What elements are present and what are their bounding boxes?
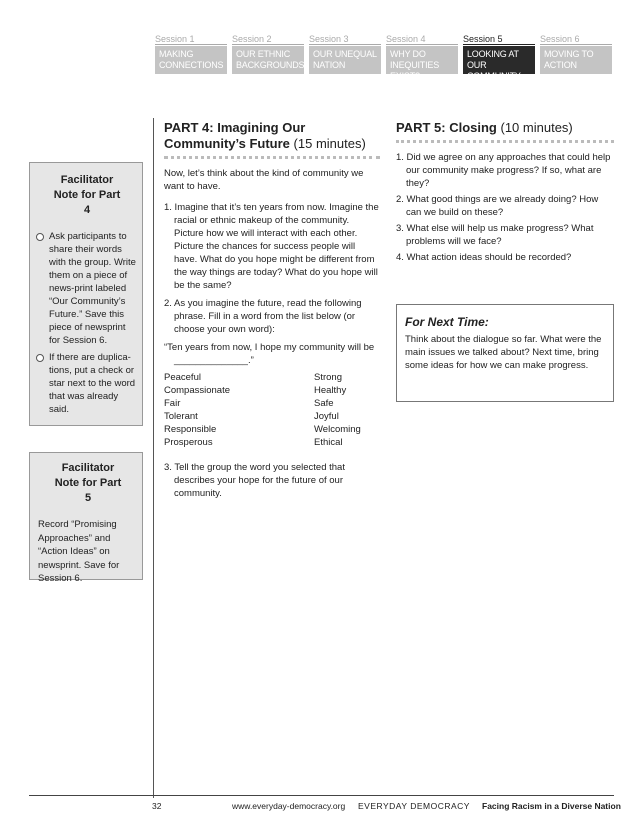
session-title: MAKING CONNECTIONS — [155, 46, 227, 74]
session-title: OUR UNEQUAL NATION — [309, 46, 381, 74]
word-item: Prosperous — [164, 437, 213, 448]
part-4-intro: Now, let’s think about the kind of community we want to have. — [164, 168, 364, 192]
session-label: Session 1 — [155, 34, 227, 45]
fill-in-phrase: “Ten years from now, I hope my community will be ______________.” — [164, 342, 375, 366]
word-item: Compassionate — [164, 385, 231, 396]
closing-question: 4. What action ideas should be recorded? — [396, 252, 572, 263]
session-2-tab — [232, 34, 304, 74]
part-4-section — [164, 120, 380, 503]
note-list — [36, 230, 138, 416]
note-title: Facilitator Note for Part 4 — [53, 174, 121, 216]
session-nav — [155, 34, 610, 81]
footer-url: www.everyday-democracy.org — [232, 801, 346, 811]
word-item: Joyful — [314, 411, 339, 422]
word-item: Tolerant — [164, 411, 198, 422]
word-item: Strong — [314, 372, 342, 383]
part-5-heading — [396, 120, 614, 136]
facilitator-note-part-5 — [29, 452, 143, 584]
step-2: 2. As you imagine the future, read the following phrase. Fill in a word from the list below (or choose your own word): — [164, 298, 362, 335]
session-6-tab — [540, 34, 612, 74]
session-label: Session 2 — [232, 34, 304, 45]
step-1: 1. Imagine that it’s ten years from now. Imagine the racial or ethnic makeup of the community. Picture how we will interact with each other. Picture the chances for success people will have. What do you hope might be different from the way things are today? What do you hope will be the same? — [164, 202, 379, 291]
circle-bullet-icon — [36, 233, 44, 241]
footer-rule — [29, 795, 614, 796]
part-4-title: PART 4: Imagining Our Community’s Future — [164, 120, 306, 151]
word-item: Healthy — [314, 385, 347, 396]
footer-org: EVERYDAY DEMOCRACY — [358, 801, 470, 811]
session-5-tab — [463, 34, 535, 81]
word-item: Peaceful — [164, 372, 201, 383]
column-divider — [153, 118, 154, 798]
next-time-title: For Next Time: — [405, 315, 489, 329]
note-item-text: If there are duplica-tions, put a check or star next to the word that was already said. — [49, 352, 136, 415]
note-item — [36, 230, 138, 347]
circle-bullet-icon — [36, 354, 44, 362]
word-list — [164, 371, 380, 449]
session-3-tab — [309, 34, 381, 74]
session-title: LOOKING AT OUR COMMUNITY — [463, 46, 535, 74]
session-title: WHY DO INEQUITIES EXIST? — [386, 46, 458, 74]
part-4-heading — [164, 120, 380, 152]
word-item: Safe — [314, 398, 334, 409]
note-item — [36, 351, 138, 416]
word-item: Welcoming — [314, 424, 361, 435]
next-time-text: Think about the dialogue so far. What were the main issues we talked about? Next time, bring some ideas for how we can make progress. — [405, 334, 602, 371]
session-1-tab — [155, 34, 227, 74]
session-label: Session 6 — [540, 34, 612, 45]
step-3: 3. Tell the group the word you selected that describes your hope for the future of our community. — [164, 462, 345, 499]
session-title: MOVING TO ACTION — [540, 46, 612, 74]
part-5-section — [396, 120, 614, 267]
facilitator-note-part-4 — [29, 162, 143, 426]
next-time-box — [396, 304, 614, 402]
note-item-text: Ask participants to share their words with the group. Write them on a piece of news-print labeled “Our Community’s Future.” Save this piece of newsprint for Session 6. — [49, 231, 136, 346]
part-4-minutes: (15 minutes) — [293, 136, 366, 151]
closing-question: 3. What else will help us make progress? What problems will we face? — [396, 223, 594, 247]
closing-question: 2. What good things are we already doing? How can we build on these? — [396, 194, 599, 218]
session-label: Session 4 — [386, 34, 458, 45]
session-label: Session 3 — [309, 34, 381, 45]
part-5-minutes: (10 minutes) — [500, 120, 573, 135]
closing-question: 1. Did we agree on any approaches that could help our community make progress? If so, what are they? — [396, 152, 611, 189]
footer-book-title: Facing Racism in a Diverse Nation — [482, 801, 621, 811]
dotted-divider — [164, 156, 380, 159]
word-item: Ethical — [314, 437, 343, 448]
part-5-title: PART 5: Closing — [396, 120, 497, 135]
session-title: OUR ETHNIC BACKGROUNDS — [232, 46, 304, 74]
note-text: Record “Promising Approaches” and “Action Ideas” on newsprint. Save for Session 6. — [38, 519, 120, 584]
word-item: Fair — [164, 398, 181, 409]
session-label: Session 5 — [463, 34, 535, 45]
session-4-tab — [386, 34, 458, 81]
dotted-divider — [396, 140, 614, 143]
word-item: Responsible — [164, 424, 217, 435]
page-number: 32 — [152, 801, 162, 811]
note-title: Facilitator Note for Part 5 — [54, 462, 122, 504]
